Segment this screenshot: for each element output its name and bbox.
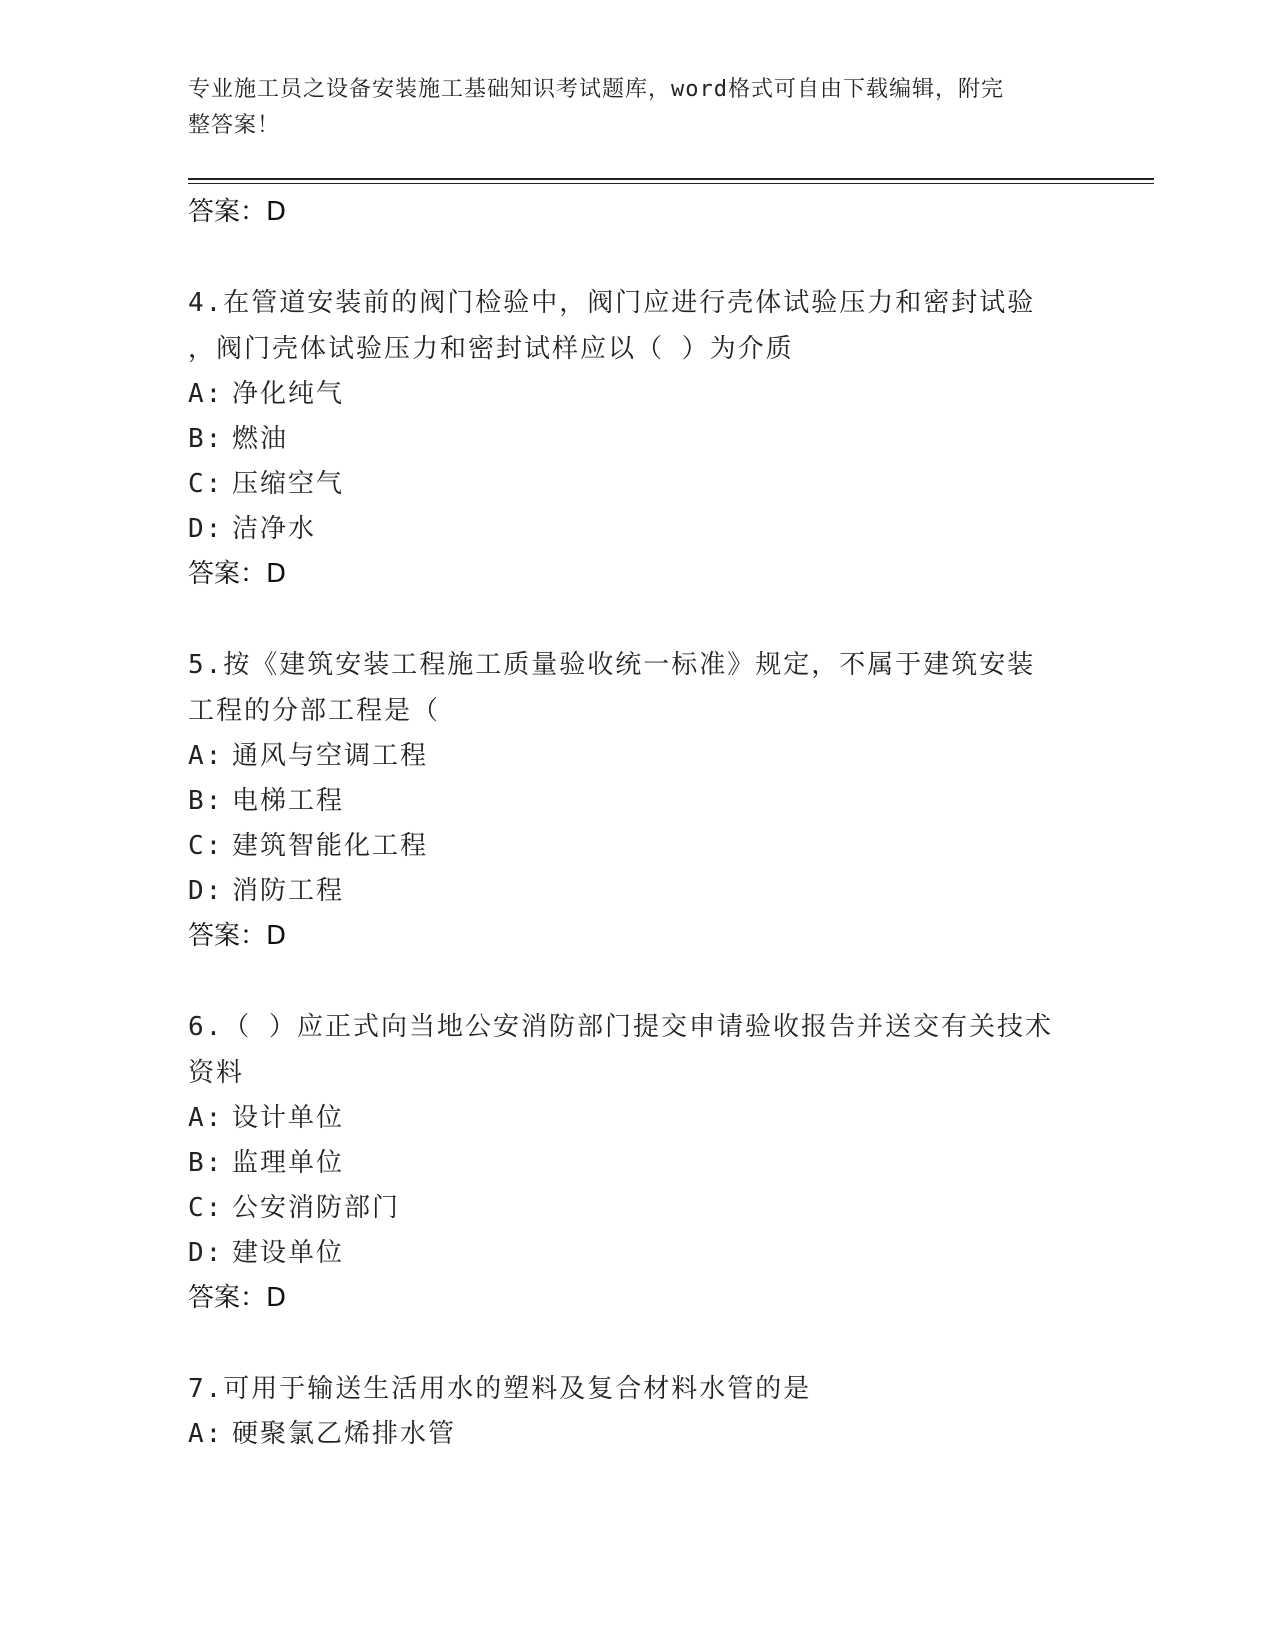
option-key: C:: [188, 469, 224, 499]
answer-line: 答案：D: [188, 559, 287, 589]
option-text: 监理单位: [232, 1148, 345, 1178]
question-text-line: ，阀门壳体试验压力和密封试样应以（ ）为介质: [188, 334, 794, 364]
option-text: 净化纯气: [232, 379, 345, 409]
spacer: [188, 958, 1088, 1004]
header-line-2: 整答案！: [188, 113, 281, 138]
option-key: A:: [188, 741, 224, 771]
option-key: D:: [188, 1238, 224, 1268]
option-text: 燃油: [232, 424, 289, 454]
option-c: [188, 824, 1088, 869]
option-d: [188, 507, 1088, 552]
spacer: [188, 234, 1088, 280]
spacer: [188, 1320, 1088, 1366]
option-key: A:: [188, 379, 224, 409]
option-c: [188, 462, 1088, 507]
question-text-line: 4.在管道安装前的阀门检验中，阀门应进行壳体试验压力和密封试验: [188, 288, 1036, 318]
answer-line: 答案：D: [188, 921, 287, 951]
option-key: D:: [188, 876, 224, 906]
question-block: [188, 642, 1088, 958]
question-block: [188, 1004, 1088, 1320]
option-text: 建筑智能化工程: [232, 831, 429, 861]
question-text-line: 5.按《建筑安装工程施工质量验收统一标准》规定，不属于建筑安装: [188, 650, 1036, 680]
question-text-line: 工程的分部工程是（: [188, 696, 441, 726]
answer-line: 答案：D: [188, 1283, 287, 1313]
header-line-1: 专业施工员之设备安装施工基础知识考试题库，word格式可自由下载编辑，附完: [188, 77, 1004, 102]
option-key: B:: [188, 424, 224, 454]
option-text: 电梯工程: [232, 786, 345, 816]
option-key: C:: [188, 831, 224, 861]
option-text: 消防工程: [232, 876, 345, 906]
option-key: D:: [188, 514, 224, 544]
option-a: [188, 734, 1088, 779]
option-d: [188, 869, 1088, 914]
option-key: C:: [188, 1193, 224, 1223]
option-key: A:: [188, 1103, 224, 1133]
question-block: [188, 280, 1088, 596]
option-b: [188, 417, 1088, 462]
question-text-line: 资料: [188, 1058, 245, 1088]
option-d: [188, 1231, 1088, 1276]
option-key: B:: [188, 786, 224, 816]
option-text: 通风与空调工程: [232, 741, 429, 771]
option-text: 设计单位: [232, 1103, 345, 1133]
option-a: [188, 372, 1088, 417]
document-header: [188, 72, 1068, 144]
answer-line: 答案：D: [188, 197, 287, 227]
option-key: A:: [188, 1419, 224, 1449]
option-c: [188, 1186, 1088, 1231]
spacer: [188, 596, 1088, 642]
question-list: [188, 190, 1088, 1457]
option-text: 建设单位: [232, 1238, 345, 1268]
option-text: 压缩空气: [232, 469, 345, 499]
question-text-line: 7.可用于输送生活用水的塑料及复合材料水管的是: [188, 1374, 812, 1404]
question-text-line: 6.（ ）应正式向当地公安消防部门提交申请验收报告并送交有关技术: [188, 1012, 1053, 1042]
option-text: 硬聚氯乙烯排水管: [232, 1419, 457, 1449]
header-divider-thick: [188, 178, 1154, 180]
option-b: [188, 1141, 1088, 1186]
header-divider-thin: [188, 183, 1154, 184]
option-a: [188, 1096, 1088, 1141]
question-block: [188, 1366, 1088, 1457]
option-key: B:: [188, 1148, 224, 1178]
option-b: [188, 779, 1088, 824]
option-text: 洁净水: [232, 514, 317, 544]
option-a: [188, 1412, 1088, 1457]
option-text: 公安消防部门: [232, 1193, 401, 1223]
